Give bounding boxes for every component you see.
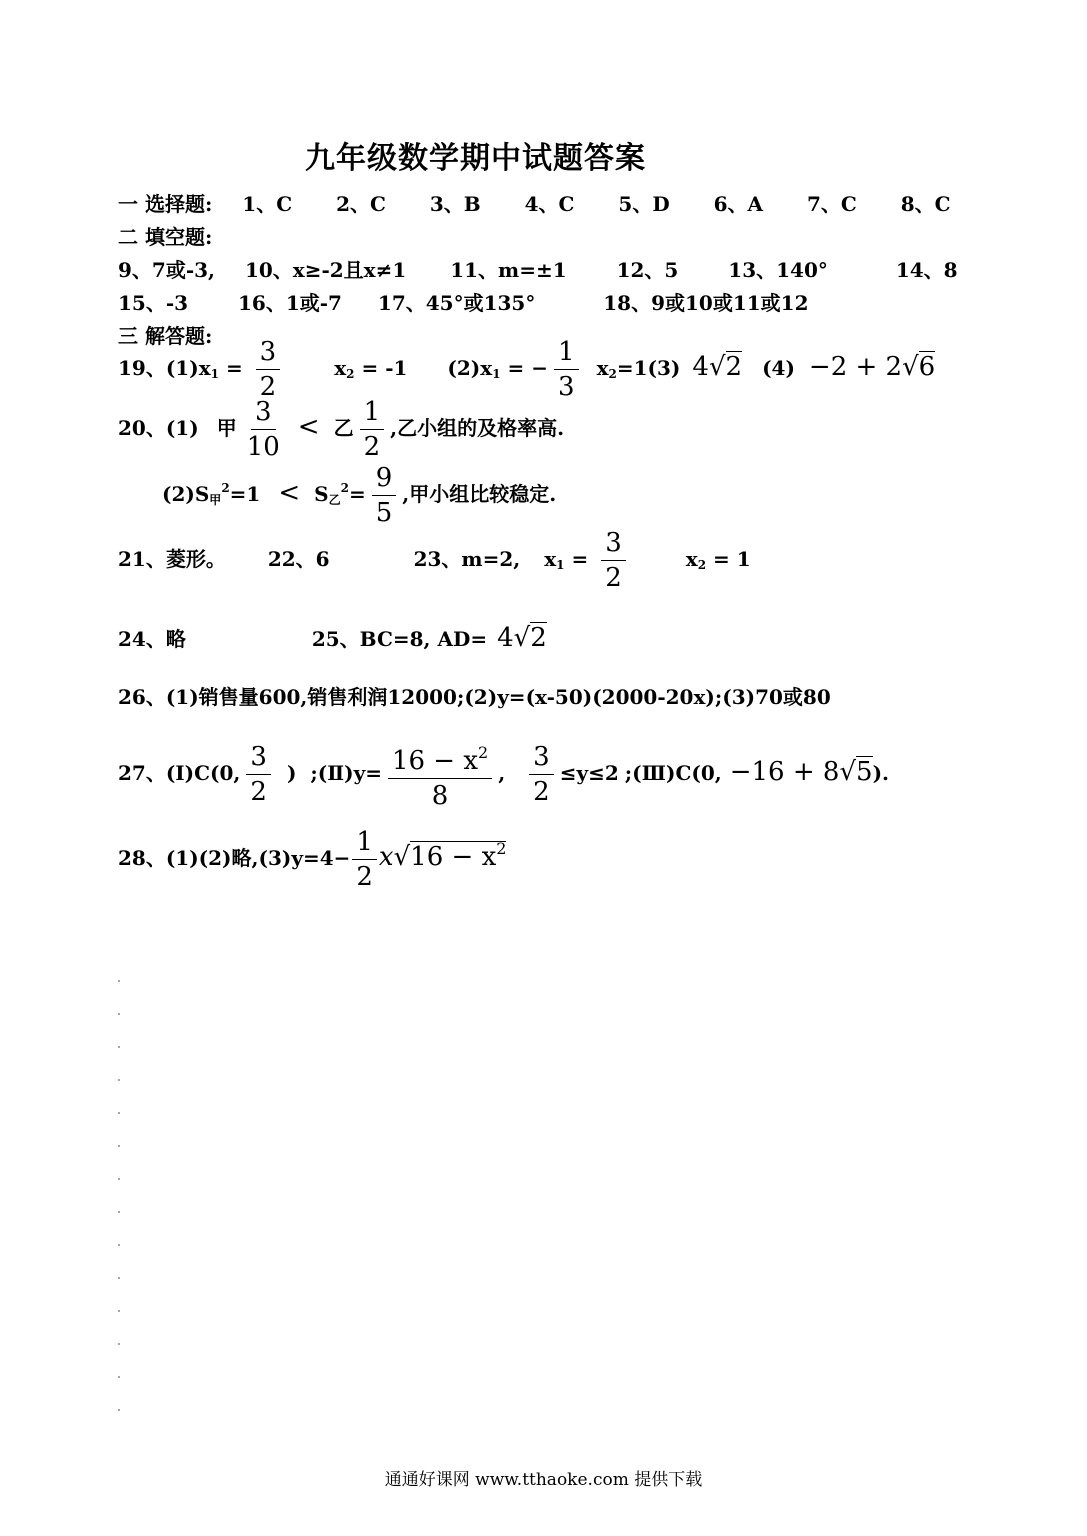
answer: 10、x≥-2且x≠1 xyxy=(244,258,407,282)
value: =1 xyxy=(616,356,648,380)
radicand: 5 xyxy=(856,757,873,787)
fraction xyxy=(529,742,554,807)
answer: 5、D xyxy=(618,192,670,216)
questions-21-23 xyxy=(118,528,751,593)
part-label: (2) xyxy=(447,356,481,380)
numerator: 1 xyxy=(360,397,385,430)
numerator: 1 xyxy=(352,827,377,860)
margin-dot xyxy=(118,1343,120,1345)
superscript: 2 xyxy=(340,481,349,495)
equals: = − xyxy=(500,356,549,380)
subscript: 2 xyxy=(608,367,617,381)
question-26: 26、(1)销售量600,销售利润12000;(2)y=(x-50)(2000-20x);(3)70或80 xyxy=(118,685,831,709)
radical-expression: −16 + 8√5 xyxy=(729,757,873,787)
paren: ). xyxy=(872,761,890,785)
conclusion: ,乙小组的及格率高. xyxy=(390,416,565,440)
denominator: 2 xyxy=(259,372,277,402)
multiple-choice-line xyxy=(118,188,951,217)
question-20-part-1 xyxy=(118,397,564,462)
group-label: 乙 xyxy=(333,416,354,440)
answer: 21、菱形。 xyxy=(118,547,226,571)
part-label: (4) xyxy=(762,356,795,380)
range: ≤y≤2 xyxy=(559,761,619,785)
var: x xyxy=(334,356,347,380)
page-title: 九年级数学期中试题答案 xyxy=(305,141,646,176)
radicand: 2 xyxy=(725,352,743,382)
denominator: 5 xyxy=(375,498,393,528)
var: x xyxy=(198,356,211,380)
question-19 xyxy=(118,337,935,402)
radical-expression: −2 + 2√6 xyxy=(808,352,936,382)
part-label: (Ⅰ)C(0, xyxy=(165,761,241,785)
variance-label: S xyxy=(314,482,329,506)
denominator: 3 xyxy=(558,372,575,402)
answer: 14、8 xyxy=(895,258,958,282)
equals: = xyxy=(564,547,596,571)
margin-dot xyxy=(118,1112,120,1114)
numerator: 3 xyxy=(246,742,271,775)
denominator: 2 xyxy=(250,777,267,807)
radicand: 6 xyxy=(918,352,936,382)
numerator xyxy=(388,738,492,779)
margin-dot xyxy=(118,1178,120,1180)
answer: 13、140° xyxy=(728,258,828,282)
expression: 16 − x xyxy=(410,842,497,872)
var: x xyxy=(685,547,698,571)
answer: 11、m=±1 xyxy=(450,258,567,282)
margin-dot xyxy=(118,1013,120,1015)
subscript: 1 xyxy=(210,367,219,381)
question-label: 28、(1)(2)略,(3)y=4− xyxy=(118,846,351,870)
fraction xyxy=(352,827,377,892)
denominator: 8 xyxy=(431,781,449,811)
expression: −2 + 2 xyxy=(808,352,903,382)
coefficient: 4 xyxy=(692,352,709,382)
part-label: ;(Ⅱ)y= xyxy=(310,761,382,785)
fraction xyxy=(246,742,271,807)
footer-credit: 通通好课网 www.tthaoke.com 提供下载 xyxy=(384,1470,703,1490)
superscript: 2 xyxy=(478,743,489,762)
fraction xyxy=(256,337,281,402)
var: x xyxy=(480,356,493,380)
section-label: 一 选择题: xyxy=(118,192,213,216)
numerator: 1 xyxy=(554,337,579,370)
fraction xyxy=(372,463,397,528)
equals: = xyxy=(348,482,366,506)
answer: 16、1或-7 xyxy=(238,291,342,315)
subscript: 1 xyxy=(556,558,565,572)
subscript: 2 xyxy=(697,558,707,572)
margin-dot xyxy=(118,1277,120,1279)
radical-expression: $√16 - x^2$ xyxy=(393,839,507,872)
expression: 16 − x xyxy=(391,746,479,776)
var: x xyxy=(378,842,394,872)
value: =1 xyxy=(229,482,261,506)
answer: 24、略 xyxy=(118,627,186,651)
question-28 xyxy=(118,827,506,892)
fraction xyxy=(243,397,284,462)
margin-dot xyxy=(118,1409,120,1411)
fraction xyxy=(601,528,626,593)
fraction xyxy=(360,397,385,462)
equals: = xyxy=(218,356,250,380)
question-number: 27、 xyxy=(118,761,166,785)
margin-dot xyxy=(118,1046,120,1048)
answer: 25、BC=8, AD= xyxy=(311,627,488,651)
part-label: (1) xyxy=(165,356,199,380)
answer: 15、-3 xyxy=(118,291,189,315)
part-label: (2)S xyxy=(162,482,210,506)
answer: 1、C xyxy=(242,192,293,216)
answer: 7、C xyxy=(806,192,857,216)
coefficient: 4 xyxy=(497,623,514,653)
numerator: 3 xyxy=(529,742,554,775)
answer: 18、9或10或11或12 xyxy=(603,291,809,315)
numerator: 9 xyxy=(372,463,397,496)
paren: ) xyxy=(286,761,297,785)
value: = 1 xyxy=(706,547,751,571)
less-than: < xyxy=(278,478,301,508)
question-number: 20、 xyxy=(118,416,166,440)
questions-24-25 xyxy=(118,623,547,653)
value: = -1 xyxy=(354,356,408,380)
subscript: 1 xyxy=(492,367,501,381)
radicand: 2 xyxy=(530,623,547,653)
denominator: 2 xyxy=(356,862,373,892)
expression: −16 + 8 xyxy=(729,757,840,787)
part-label: ;(Ⅲ)C(0, xyxy=(624,761,722,785)
subscript: 2 xyxy=(346,367,355,381)
answer: 9、7或-3, xyxy=(118,258,216,282)
question-number: 19、 xyxy=(118,356,166,380)
margin-dot xyxy=(118,1310,120,1312)
radical-expression: 4√2 xyxy=(692,352,743,382)
answer: 17、45°或135° xyxy=(377,291,536,315)
fill-blank-line-1 xyxy=(118,254,958,283)
answer: 3、B xyxy=(429,192,481,216)
answer: 4、C xyxy=(524,192,575,216)
fraction xyxy=(388,738,492,811)
answer: 23、m=2, xyxy=(413,547,521,571)
answer: 6、A xyxy=(713,192,764,216)
answer: 8、C xyxy=(900,192,951,216)
question-27 xyxy=(118,738,889,811)
numerator: 3 xyxy=(256,337,281,370)
denominator: 10 xyxy=(246,432,280,462)
var: x xyxy=(596,356,609,380)
answer: 2、C xyxy=(336,192,386,216)
margin-dot xyxy=(118,1376,120,1378)
part-label: (1) xyxy=(165,416,199,440)
margin-dot xyxy=(118,1244,120,1246)
fraction xyxy=(554,337,579,402)
radical-expression: 4√2 xyxy=(497,623,547,653)
margin-dot xyxy=(118,980,120,982)
question-20-part-2 xyxy=(162,463,556,528)
numerator: 3 xyxy=(601,528,626,561)
superscript: 2 xyxy=(496,839,507,858)
answer: 22、6 xyxy=(267,547,330,571)
denominator: 2 xyxy=(533,777,550,807)
comma: , xyxy=(498,761,506,785)
denominator: 2 xyxy=(605,563,622,593)
subscript: 甲 xyxy=(209,493,222,507)
less-than: < xyxy=(297,412,320,442)
margin-dot xyxy=(118,1079,120,1081)
answer: 12、5 xyxy=(616,258,679,282)
margin-dot xyxy=(118,1145,120,1147)
margin-dot xyxy=(118,1211,120,1213)
section-label: 三 解答题: xyxy=(118,324,213,348)
conclusion: ,甲小组比较稳定. xyxy=(402,482,557,506)
superscript: 2 xyxy=(221,481,230,495)
numerator: 3 xyxy=(251,397,276,430)
section-label: 二 填空题: xyxy=(118,225,213,249)
fill-blank-line-2 xyxy=(118,287,809,316)
var: x xyxy=(544,547,557,571)
subscript: 乙 xyxy=(328,493,341,507)
part-label: (3) xyxy=(647,356,681,380)
group-label: 甲 xyxy=(216,416,237,440)
denominator: 2 xyxy=(363,432,381,462)
